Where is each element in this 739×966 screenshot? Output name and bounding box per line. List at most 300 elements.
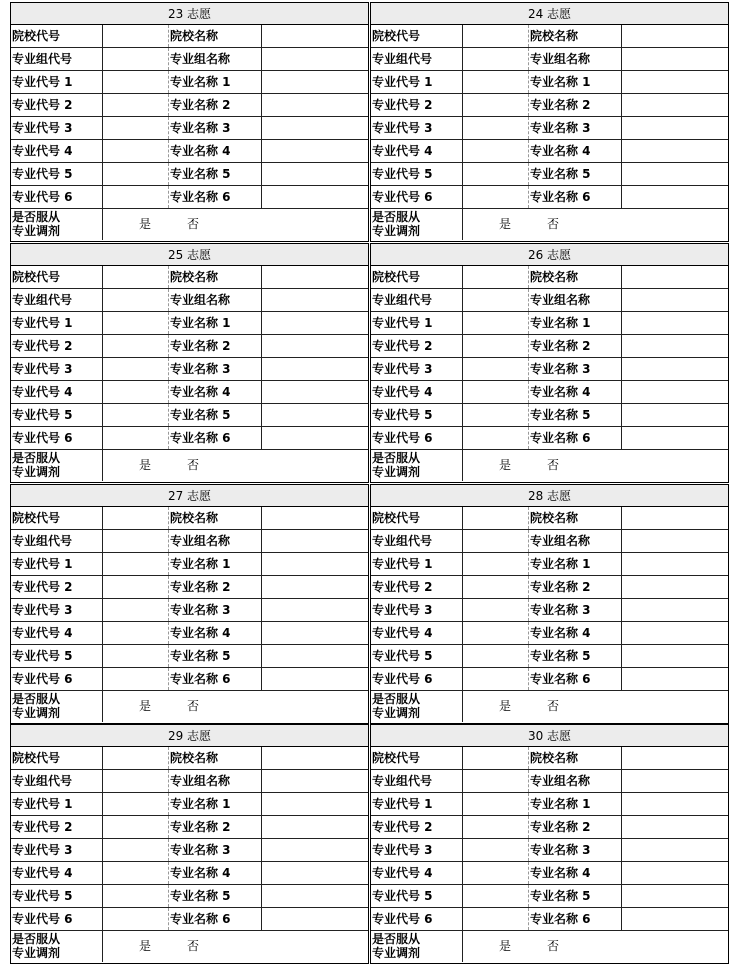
name-input-cell[interactable]	[262, 289, 368, 311]
volunteer-block	[370, 724, 729, 964]
name-input-cell[interactable]	[622, 668, 728, 690]
code-label: 专业代号 1	[371, 793, 463, 815]
name-label: 院校名称	[529, 25, 622, 47]
name-label: 专业名称 1	[529, 312, 622, 334]
code-label: 专业代号 2	[371, 335, 463, 357]
code-label: 专业代号 3	[11, 117, 103, 139]
form-row	[371, 335, 728, 358]
form-row	[371, 358, 728, 381]
option-yes[interactable]: 是	[499, 939, 512, 953]
name-label: 专业名称 4	[529, 622, 622, 644]
adjustment-label-line2: 专业调剂	[372, 706, 421, 720]
name-label: 专业名称 3	[529, 358, 622, 380]
code-input-cell[interactable]	[103, 553, 169, 575]
code-label: 院校代号	[11, 507, 103, 529]
form-row	[11, 427, 368, 450]
code-input-cell[interactable]	[463, 553, 529, 575]
adjustment-label-line2: 专业调剂	[12, 465, 61, 479]
code-label: 专业代号 5	[11, 645, 103, 667]
code-label: 专业组代号	[371, 770, 463, 792]
code-input-cell[interactable]	[103, 793, 169, 815]
name-input-cell[interactable]	[262, 48, 368, 70]
adjustment-label	[11, 931, 103, 962]
name-input-cell[interactable]	[262, 770, 368, 792]
code-label: 专业组代号	[371, 289, 463, 311]
code-input-cell[interactable]	[463, 599, 529, 621]
form-row	[11, 599, 368, 622]
form-row	[371, 839, 728, 862]
code-input-cell[interactable]	[103, 576, 169, 598]
name-input-cell[interactable]	[622, 186, 728, 208]
form-row	[371, 885, 728, 908]
adjustment-options	[103, 931, 368, 962]
name-input-cell[interactable]	[622, 71, 728, 93]
option-yes[interactable]: 是	[139, 217, 152, 231]
volunteer-title: 29 志愿	[11, 725, 368, 747]
code-input-cell[interactable]	[103, 908, 169, 930]
form-row	[11, 839, 368, 862]
code-input-cell[interactable]	[463, 140, 529, 162]
name-input-cell[interactable]	[622, 48, 728, 70]
form-row	[11, 358, 368, 381]
name-input-cell[interactable]	[622, 427, 728, 449]
code-label: 专业代号 1	[371, 553, 463, 575]
name-label: 专业组名称	[169, 48, 262, 70]
code-input-cell[interactable]	[103, 25, 169, 47]
adjustment-row	[371, 931, 728, 962]
name-input-cell[interactable]	[262, 645, 368, 667]
name-input-cell[interactable]	[262, 747, 368, 769]
code-label: 专业代号 3	[371, 358, 463, 380]
code-label: 院校代号	[371, 25, 463, 47]
code-label: 专业代号 5	[371, 885, 463, 907]
adjustment-row	[11, 209, 368, 240]
form-row	[371, 48, 728, 71]
name-label: 院校名称	[169, 25, 262, 47]
code-label: 专业代号 2	[371, 576, 463, 598]
code-label: 院校代号	[371, 747, 463, 769]
name-input-cell[interactable]	[622, 747, 728, 769]
code-label: 专业代号 1	[371, 312, 463, 334]
name-input-cell[interactable]	[622, 266, 728, 288]
code-input-cell[interactable]	[463, 381, 529, 403]
form-row	[11, 885, 368, 908]
name-input-cell[interactable]	[622, 645, 728, 667]
form-row	[11, 622, 368, 645]
name-label: 专业名称 2	[169, 816, 262, 838]
name-input-cell[interactable]	[262, 553, 368, 575]
name-input-cell[interactable]	[262, 25, 368, 47]
name-label: 专业名称 5	[529, 885, 622, 907]
name-label: 专业名称 3	[529, 117, 622, 139]
code-label: 院校代号	[371, 507, 463, 529]
form-row	[11, 289, 368, 312]
adjustment-label	[371, 209, 463, 240]
form-row	[371, 404, 728, 427]
code-input-cell[interactable]	[103, 140, 169, 162]
name-label: 院校名称	[529, 747, 622, 769]
adjustment-label-line1: 是否服从	[12, 210, 61, 224]
volunteer-block	[370, 243, 729, 483]
code-label: 专业代号 2	[371, 816, 463, 838]
name-label: 专业组名称	[529, 770, 622, 792]
code-label: 专业代号 6	[371, 427, 463, 449]
code-input-cell[interactable]	[103, 312, 169, 334]
code-input-cell[interactable]	[103, 622, 169, 644]
code-input-cell[interactable]	[463, 94, 529, 116]
form-row	[11, 117, 368, 140]
code-label: 专业代号 4	[371, 862, 463, 884]
volunteer-title: 30 志愿	[371, 725, 728, 747]
code-input-cell[interactable]	[103, 94, 169, 116]
option-no[interactable]: 否	[187, 458, 200, 472]
name-label: 专业名称 4	[529, 862, 622, 884]
name-label: 专业名称 2	[529, 816, 622, 838]
form-row	[11, 140, 368, 163]
code-input-cell[interactable]	[463, 507, 529, 529]
name-input-cell[interactable]	[622, 862, 728, 884]
option-yes[interactable]: 是	[499, 458, 512, 472]
code-label: 专业代号 4	[11, 140, 103, 162]
name-input-cell[interactable]	[622, 25, 728, 47]
form-row	[11, 335, 368, 358]
adjustment-label-line2: 专业调剂	[372, 946, 421, 960]
code-label: 专业代号 1	[371, 71, 463, 93]
form-row	[11, 793, 368, 816]
adjustment-label-line1: 是否服从	[12, 932, 61, 946]
code-input-cell[interactable]	[103, 530, 169, 552]
name-input-cell[interactable]	[262, 530, 368, 552]
code-input-cell[interactable]	[463, 668, 529, 690]
name-label: 专业名称 6	[529, 668, 622, 690]
form-row	[371, 312, 728, 335]
name-label: 院校名称	[529, 266, 622, 288]
option-no[interactable]: 否	[547, 458, 560, 472]
name-label: 专业组名称	[529, 289, 622, 311]
code-input-cell[interactable]	[463, 885, 529, 907]
code-input-cell[interactable]	[103, 770, 169, 792]
code-input-cell[interactable]	[463, 25, 529, 47]
code-input-cell[interactable]	[103, 668, 169, 690]
name-label: 专业名称 5	[169, 645, 262, 667]
code-input-cell[interactable]	[103, 747, 169, 769]
name-input-cell[interactable]	[622, 381, 728, 403]
option-yes[interactable]: 是	[139, 939, 152, 953]
form-row	[11, 862, 368, 885]
code-label: 专业组代号	[11, 530, 103, 552]
code-label: 专业组代号	[11, 289, 103, 311]
adjustment-row	[11, 691, 368, 722]
code-input-cell[interactable]	[103, 839, 169, 861]
name-input-cell[interactable]	[262, 186, 368, 208]
name-input-cell[interactable]	[622, 770, 728, 792]
form-row	[371, 289, 728, 312]
name-input-cell[interactable]	[622, 599, 728, 621]
code-input-cell[interactable]	[463, 622, 529, 644]
name-label: 专业名称 1	[169, 553, 262, 575]
option-no[interactable]: 否	[187, 699, 200, 713]
option-yes[interactable]: 是	[139, 699, 152, 713]
adjustment-label	[11, 450, 103, 481]
name-input-cell[interactable]	[262, 908, 368, 930]
form-row	[11, 770, 368, 793]
code-label: 专业代号 4	[11, 622, 103, 644]
code-input-cell[interactable]	[463, 576, 529, 598]
form-row	[371, 645, 728, 668]
option-yes[interactable]: 是	[499, 217, 512, 231]
name-input-cell[interactable]	[622, 335, 728, 357]
name-input-cell[interactable]	[622, 576, 728, 598]
code-input-cell[interactable]	[103, 335, 169, 357]
form-row	[371, 163, 728, 186]
form-row	[11, 816, 368, 839]
name-input-cell[interactable]	[622, 289, 728, 311]
code-input-cell[interactable]	[463, 186, 529, 208]
name-input-cell[interactable]	[622, 622, 728, 644]
name-input-cell[interactable]	[262, 71, 368, 93]
adjustment-options	[463, 209, 728, 240]
option-no[interactable]: 否	[547, 939, 560, 953]
option-no[interactable]: 否	[187, 217, 200, 231]
name-input-cell[interactable]	[622, 404, 728, 426]
name-input-cell[interactable]	[262, 862, 368, 884]
code-label: 专业组代号	[11, 770, 103, 792]
form-row	[371, 576, 728, 599]
name-label: 专业名称 6	[169, 427, 262, 449]
code-input-cell[interactable]	[463, 404, 529, 426]
name-input-cell[interactable]	[622, 94, 728, 116]
code-input-cell[interactable]	[463, 312, 529, 334]
code-input-cell[interactable]	[103, 885, 169, 907]
name-input-cell[interactable]	[262, 163, 368, 185]
code-input-cell[interactable]	[103, 645, 169, 667]
code-input-cell[interactable]	[103, 816, 169, 838]
code-label: 专业代号 6	[11, 668, 103, 690]
name-label: 专业名称 4	[169, 862, 262, 884]
name-input-cell[interactable]	[262, 427, 368, 449]
adjustment-row	[371, 209, 728, 240]
code-input-cell[interactable]	[103, 163, 169, 185]
code-input-cell[interactable]	[103, 599, 169, 621]
code-input-cell[interactable]	[463, 747, 529, 769]
name-label: 专业名称 5	[529, 163, 622, 185]
code-input-cell[interactable]	[103, 71, 169, 93]
adjustment-label	[371, 931, 463, 962]
name-input-cell[interactable]	[622, 358, 728, 380]
form-row	[371, 770, 728, 793]
code-input-cell[interactable]	[463, 48, 529, 70]
code-input-cell[interactable]	[463, 862, 529, 884]
code-label: 专业代号 4	[11, 862, 103, 884]
form-row	[371, 186, 728, 209]
name-input-cell[interactable]	[622, 163, 728, 185]
code-label: 专业代号 3	[371, 117, 463, 139]
code-input-cell[interactable]	[103, 381, 169, 403]
form-row	[371, 427, 728, 450]
name-input-cell[interactable]	[262, 507, 368, 529]
code-input-cell[interactable]	[463, 645, 529, 667]
code-label: 专业代号 2	[11, 576, 103, 598]
name-input-cell[interactable]	[622, 530, 728, 552]
name-input-cell[interactable]	[262, 358, 368, 380]
form-row	[371, 908, 728, 931]
name-input-cell[interactable]	[262, 816, 368, 838]
adjustment-label	[11, 209, 103, 240]
option-yes[interactable]: 是	[499, 699, 512, 713]
adjustment-label-line2: 专业调剂	[372, 224, 421, 238]
volunteer-title: 26 志愿	[371, 244, 728, 266]
code-input-cell[interactable]	[103, 48, 169, 70]
option-yes[interactable]: 是	[139, 458, 152, 472]
volunteer-block	[370, 2, 729, 242]
code-input-cell[interactable]	[463, 335, 529, 357]
name-input-cell[interactable]	[622, 885, 728, 907]
code-input-cell[interactable]	[463, 358, 529, 380]
name-input-cell[interactable]	[262, 793, 368, 815]
code-input-cell[interactable]	[463, 816, 529, 838]
adjustment-label-line2: 专业调剂	[12, 706, 61, 720]
volunteer-block	[10, 724, 369, 964]
name-input-cell[interactable]	[262, 117, 368, 139]
form-row	[371, 381, 728, 404]
code-label: 专业代号 4	[11, 381, 103, 403]
volunteer-block	[10, 243, 369, 483]
name-input-cell[interactable]	[262, 381, 368, 403]
name-input-cell[interactable]	[262, 140, 368, 162]
option-no[interactable]: 否	[547, 699, 560, 713]
code-input-cell[interactable]	[463, 289, 529, 311]
form-row	[11, 94, 368, 117]
form-row	[11, 71, 368, 94]
name-label: 专业名称 1	[169, 71, 262, 93]
volunteer-block	[370, 484, 729, 724]
code-input-cell[interactable]	[103, 427, 169, 449]
form-row	[11, 668, 368, 691]
adjustment-label-line1: 是否服从	[12, 451, 61, 465]
adjustment-label	[11, 691, 103, 722]
code-input-cell[interactable]	[463, 908, 529, 930]
name-label: 专业名称 4	[169, 381, 262, 403]
name-label: 专业名称 3	[529, 599, 622, 621]
code-label: 专业代号 1	[11, 312, 103, 334]
code-input-cell[interactable]	[103, 186, 169, 208]
code-label: 专业代号 4	[371, 381, 463, 403]
name-input-cell[interactable]	[622, 117, 728, 139]
adjustment-label	[371, 691, 463, 722]
name-input-cell[interactable]	[262, 599, 368, 621]
option-no[interactable]: 否	[187, 939, 200, 953]
name-input-cell[interactable]	[622, 553, 728, 575]
code-label: 专业代号 6	[11, 908, 103, 930]
name-input-cell[interactable]	[622, 140, 728, 162]
name-label: 专业名称 4	[529, 381, 622, 403]
name-input-cell[interactable]	[622, 908, 728, 930]
name-input-cell[interactable]	[262, 576, 368, 598]
code-input-cell[interactable]	[103, 289, 169, 311]
code-label: 专业代号 5	[371, 163, 463, 185]
code-label: 专业代号 6	[371, 186, 463, 208]
code-input-cell[interactable]	[103, 266, 169, 288]
name-input-cell[interactable]	[262, 94, 368, 116]
adjustment-options	[463, 450, 728, 481]
name-label: 专业名称 1	[529, 71, 622, 93]
code-input-cell[interactable]	[103, 404, 169, 426]
code-input-cell[interactable]	[463, 117, 529, 139]
code-input-cell[interactable]	[463, 793, 529, 815]
name-input-cell[interactable]	[262, 312, 368, 334]
name-label: 专业组名称	[529, 530, 622, 552]
code-input-cell[interactable]	[463, 770, 529, 792]
name-input-cell[interactable]	[262, 839, 368, 861]
name-input-cell[interactable]	[622, 816, 728, 838]
code-label: 专业代号 4	[371, 622, 463, 644]
name-label: 专业名称 2	[169, 576, 262, 598]
name-label: 专业名称 4	[169, 140, 262, 162]
code-input-cell[interactable]	[463, 71, 529, 93]
code-input-cell[interactable]	[463, 530, 529, 552]
name-input-cell[interactable]	[622, 507, 728, 529]
name-input-cell[interactable]	[262, 668, 368, 690]
name-input-cell[interactable]	[262, 335, 368, 357]
name-label: 专业名称 6	[529, 186, 622, 208]
form-row	[371, 117, 728, 140]
code-label: 专业代号 5	[371, 645, 463, 667]
name-input-cell[interactable]	[262, 404, 368, 426]
name-label: 专业名称 6	[169, 186, 262, 208]
form-row	[371, 862, 728, 885]
name-label: 院校名称	[169, 747, 262, 769]
name-label: 专业名称 1	[529, 553, 622, 575]
code-input-cell[interactable]	[103, 862, 169, 884]
name-input-cell[interactable]	[622, 793, 728, 815]
name-input-cell[interactable]	[622, 839, 728, 861]
code-input-cell[interactable]	[103, 117, 169, 139]
name-label: 专业组名称	[529, 48, 622, 70]
adjustment-label	[371, 450, 463, 481]
name-input-cell[interactable]	[262, 266, 368, 288]
form-row	[11, 266, 368, 289]
code-input-cell[interactable]	[463, 163, 529, 185]
name-input-cell[interactable]	[262, 885, 368, 907]
name-label: 专业名称 6	[169, 908, 262, 930]
adjustment-options	[103, 691, 368, 722]
name-input-cell[interactable]	[622, 312, 728, 334]
name-label: 专业名称 1	[529, 793, 622, 815]
name-label: 院校名称	[169, 507, 262, 529]
code-label: 专业组代号	[371, 530, 463, 552]
form-row	[11, 747, 368, 770]
code-input-cell[interactable]	[103, 507, 169, 529]
name-label: 专业名称 3	[529, 839, 622, 861]
code-label: 专业代号 3	[11, 839, 103, 861]
form-row	[11, 25, 368, 48]
name-label: 院校名称	[169, 266, 262, 288]
name-input-cell[interactable]	[262, 622, 368, 644]
form-row	[11, 530, 368, 553]
name-label: 专业名称 3	[169, 358, 262, 380]
code-label: 专业代号 3	[11, 358, 103, 380]
form-row	[371, 140, 728, 163]
option-no[interactable]: 否	[547, 217, 560, 231]
code-input-cell[interactable]	[463, 266, 529, 288]
code-label: 专业代号 1	[11, 71, 103, 93]
name-label: 专业名称 5	[169, 163, 262, 185]
code-input-cell[interactable]	[103, 358, 169, 380]
name-label: 专业名称 2	[169, 335, 262, 357]
code-label: 专业代号 2	[371, 94, 463, 116]
code-input-cell[interactable]	[463, 427, 529, 449]
code-input-cell[interactable]	[463, 839, 529, 861]
